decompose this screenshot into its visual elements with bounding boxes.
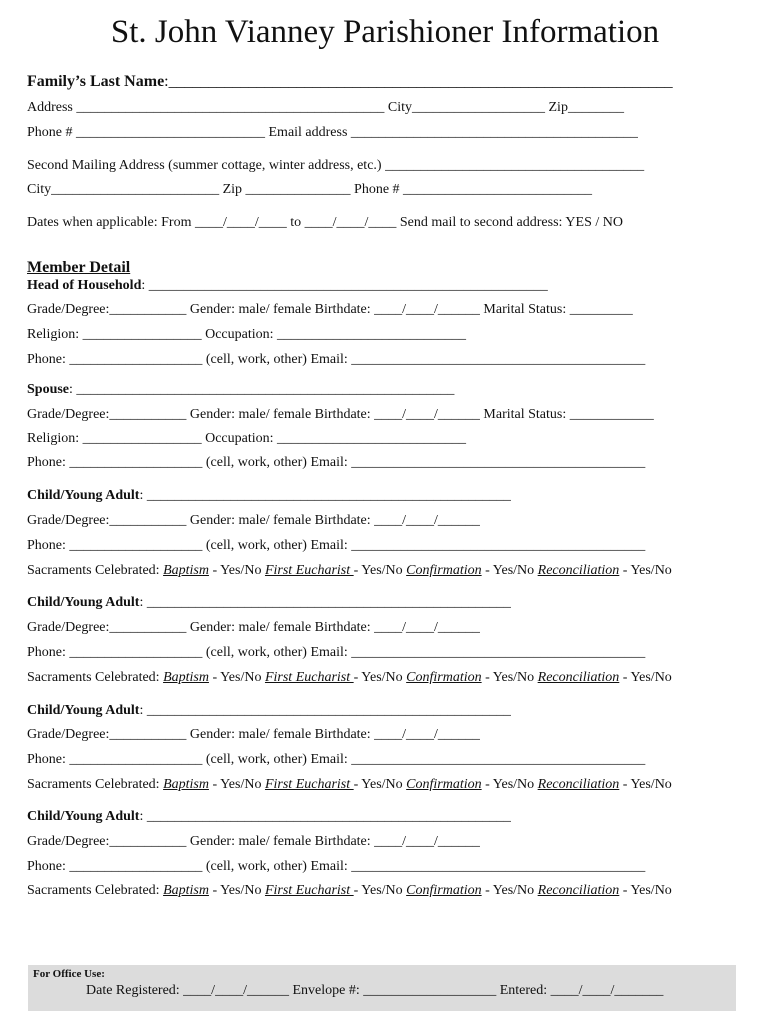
confirmation-yesno[interactable]: - Yes/No (481, 883, 538, 898)
family-last-name-label: Family’s Last Name (27, 73, 165, 90)
spouse-religion-row[interactable]: Religion: _________________ Occupation: ___________________________ (27, 431, 467, 446)
phone-email-row[interactable]: Phone # ___________________________ Email address _________________________________________ (27, 125, 638, 140)
family-last-name-field[interactable]: :_______________________________________________________________ (164, 73, 673, 90)
dates-row[interactable]: Dates when applicable: From ____/____/____ to ____/____/____ Send mail to second address: YES / NO (27, 215, 623, 230)
child-grade-row[interactable]: Grade/Degree:___________ Gender: male/ female Birthdate: ____/____/______ (27, 620, 480, 635)
head-label: Head of Household (27, 278, 142, 293)
address-row[interactable]: Address ____________________________________________ City___________________ Zip________ (27, 100, 624, 115)
baptism-yesno[interactable]: - Yes/No (208, 777, 265, 792)
child-name-field[interactable]: : ____________________________________________________ (139, 809, 511, 824)
sacraments-row[interactable] (27, 563, 672, 579)
sacraments-row[interactable] (27, 777, 672, 793)
reconciliation-yesno[interactable]: - Yes/No (619, 670, 672, 685)
child-grade-row[interactable]: Grade/Degree:___________ Gender: male/ female Birthdate: ____/____/______ (27, 513, 480, 528)
reconciliation-yesno[interactable]: - Yes/No (619, 563, 672, 578)
child-row[interactable] (27, 488, 511, 504)
baptism-label: Baptism (163, 777, 209, 792)
child-label: Child/Young Adult (27, 809, 140, 824)
child-row[interactable] (27, 809, 511, 825)
sacraments-row[interactable] (27, 883, 672, 899)
reconciliation-label: Reconciliation (537, 883, 620, 898)
baptism-label: Baptism (163, 670, 209, 685)
sacraments-label: Sacraments Celebrated: (27, 563, 164, 578)
child-row[interactable] (27, 595, 511, 611)
child-phone-row[interactable]: Phone: ___________________ (cell, work, other) Email: __________________________________________ (27, 859, 646, 874)
child-row[interactable] (27, 703, 511, 719)
child-grade-row[interactable]: Grade/Degree:___________ Gender: male/ female Birthdate: ____/____/______ (27, 727, 480, 742)
confirmation-yesno[interactable]: - Yes/No (481, 777, 538, 792)
sacraments-label: Sacraments Celebrated: (27, 777, 164, 792)
office-use-fields[interactable]: Date Registered: ____/____/______ Envelope #: ___________________ Entered: ____/____/_______ (86, 983, 664, 998)
spouse-row[interactable] (27, 382, 454, 398)
child-name-field[interactable]: : ____________________________________________________ (139, 595, 511, 610)
child-label: Child/Young Adult (27, 595, 140, 610)
baptism-yesno[interactable]: - Yes/No (208, 563, 265, 578)
baptism-label: Baptism (163, 883, 209, 898)
spouse-phone-row[interactable]: Phone: ___________________ (cell, work, other) Email: __________________________________________ (27, 455, 646, 470)
head-row[interactable] (27, 278, 548, 294)
head-religion-row[interactable]: Religion: _________________ Occupation: ___________________________ (27, 327, 467, 342)
baptism-yesno[interactable]: - Yes/No (208, 670, 265, 685)
reconciliation-label: Reconciliation (537, 777, 620, 792)
baptism-yesno[interactable]: - Yes/No (208, 883, 265, 898)
confirmation-label: Confirmation (406, 563, 482, 578)
first-eucharist-label: First Eucharist (264, 670, 354, 685)
child-name-field[interactable]: : ____________________________________________________ (139, 703, 511, 718)
head-name-field[interactable]: : _________________________________________________________ (141, 278, 548, 293)
baptism-label: Baptism (163, 563, 209, 578)
first-eucharist-label: First Eucharist (264, 777, 354, 792)
confirmation-yesno[interactable]: - Yes/No (481, 670, 538, 685)
spouse-label: Spouse (27, 382, 70, 397)
first-eucharist-yesno[interactable]: - Yes/No (353, 777, 407, 792)
head-grade-row[interactable]: Grade/Degree:___________ Gender: male/ female Birthdate: ____/____/______ Marital Status: _________ (27, 302, 633, 317)
sacraments-row[interactable] (27, 670, 672, 686)
reconciliation-yesno[interactable]: - Yes/No (619, 883, 672, 898)
head-phone-row[interactable]: Phone: ___________________ (cell, work, other) Email: __________________________________________ (27, 352, 646, 367)
reconciliation-yesno[interactable]: - Yes/No (619, 777, 672, 792)
office-use-label: For Office Use: (33, 968, 105, 980)
member-detail-heading: Member Detail (27, 259, 131, 276)
reconciliation-label: Reconciliation (537, 563, 620, 578)
child-phone-row[interactable]: Phone: ___________________ (cell, work, other) Email: __________________________________________ (27, 752, 646, 767)
spouse-name-field[interactable]: : ______________________________________________________ (69, 382, 455, 397)
city-zip-phone-row[interactable]: City________________________ Zip _______________ Phone # ___________________________ (27, 182, 593, 197)
page-title: St. John Vianney Parishioner Information (110, 14, 660, 50)
confirmation-label: Confirmation (406, 670, 482, 685)
child-label: Child/Young Adult (27, 703, 140, 718)
first-eucharist-yesno[interactable]: - Yes/No (353, 563, 407, 578)
first-eucharist-yesno[interactable]: - Yes/No (353, 670, 407, 685)
first-eucharist-label: First Eucharist (264, 563, 354, 578)
spouse-grade-row[interactable]: Grade/Degree:___________ Gender: male/ female Birthdate: ____/____/______ Marital Status: ____________ (27, 407, 654, 422)
confirmation-label: Confirmation (406, 883, 482, 898)
sacraments-label: Sacraments Celebrated: (27, 883, 164, 898)
child-phone-row[interactable]: Phone: ___________________ (cell, work, other) Email: __________________________________________ (27, 538, 646, 553)
first-eucharist-label: First Eucharist (264, 883, 354, 898)
child-name-field[interactable]: : ____________________________________________________ (139, 488, 511, 503)
child-grade-row[interactable]: Grade/Degree:___________ Gender: male/ female Birthdate: ____/____/______ (27, 834, 480, 849)
child-label: Child/Young Adult (27, 488, 140, 503)
office-use-box (28, 965, 736, 1011)
confirmation-yesno[interactable]: - Yes/No (481, 563, 538, 578)
reconciliation-label: Reconciliation (537, 670, 620, 685)
family-last-name-row[interactable] (27, 73, 673, 91)
second-mailing-row[interactable]: Second Mailing Address (summer cottage, winter address, etc.) _____________________________________ (27, 158, 645, 173)
child-phone-row[interactable]: Phone: ___________________ (cell, work, other) Email: __________________________________________ (27, 645, 646, 660)
first-eucharist-yesno[interactable]: - Yes/No (353, 883, 407, 898)
sacraments-label: Sacraments Celebrated: (27, 670, 164, 685)
confirmation-label: Confirmation (406, 777, 482, 792)
